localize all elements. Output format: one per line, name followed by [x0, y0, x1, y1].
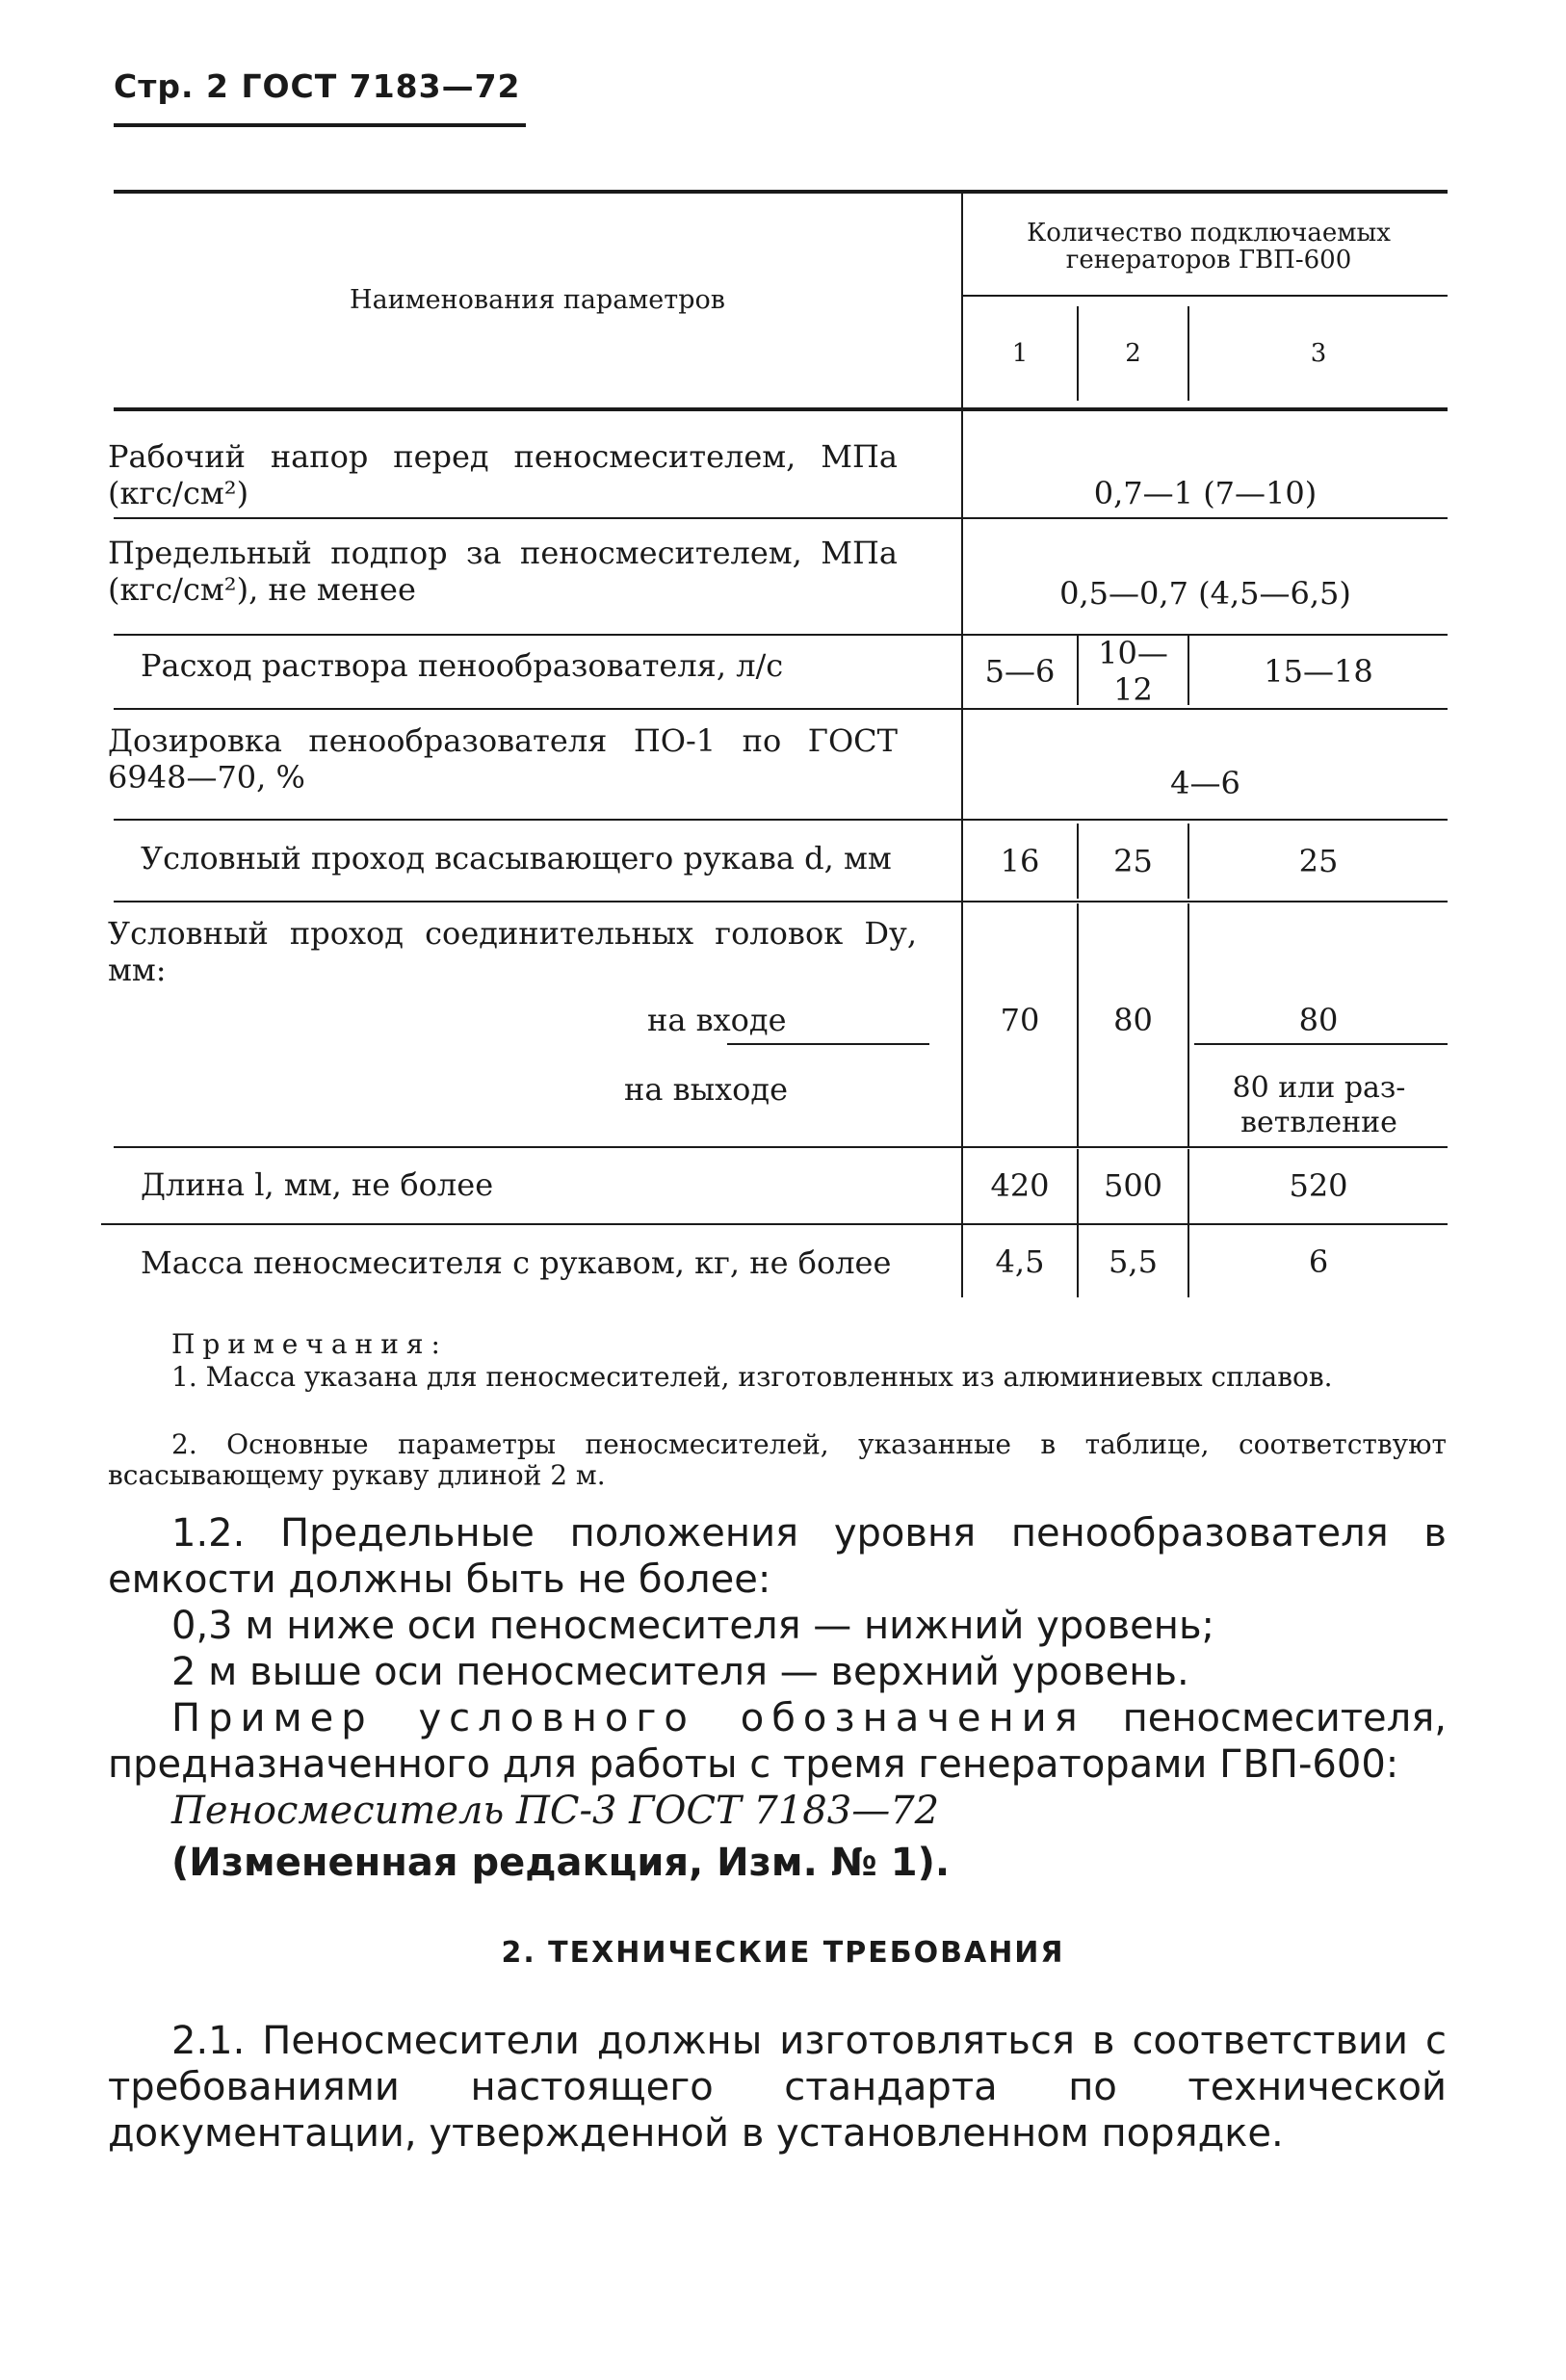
value-bore-1: 16 [1000, 843, 1040, 879]
value-length-2: 500 [1103, 1167, 1163, 1204]
value-outlet-3: 80 или раз-ветвление [1232, 1071, 1406, 1139]
value-limit-backpressure: 0,5—0,7 (4,5—6,5) [1059, 575, 1351, 612]
param-sub-inlet: на входе [647, 1002, 787, 1038]
clause-1-2-upper-level: 2 м выше оси пеносмесителя — верхний уровень. [171, 1650, 1189, 1694]
param-length: Длина l, мм, не более [141, 1166, 494, 1203]
clause-2-1: 2.1. Пеносмесители должны изготовляться в соответствии с требованиями настоящего стандарта по технической документации, утвержденной в установленном порядке. [108, 2019, 1447, 2156]
header-rule [114, 123, 526, 127]
row-rule [114, 517, 1448, 519]
amendment-note: (Измененная редакция, Изм. № 1). [171, 1841, 951, 1885]
col-header-1: 1 [1011, 339, 1029, 368]
row-rule [114, 1146, 1448, 1148]
param-mass: Масса пеносмесителя с рукавом, кг, не более [141, 1244, 892, 1281]
page-header: Стр. 2 ГОСТ 7183—72 [114, 67, 521, 105]
value-length-3: 520 [1289, 1167, 1348, 1204]
value-dosage: 4—6 [1170, 765, 1240, 801]
col-header-3: 3 [1310, 339, 1327, 368]
note-1: 1. Масса указана для пеносмесителей, изготовленных из алюминиевых сплавов. [171, 1361, 1333, 1393]
generators-group-header: Количество подключаемых генераторов ГВП-600 [1027, 219, 1391, 275]
notes-title: Примечания: [171, 1328, 448, 1360]
header-bottom-rule [114, 407, 1448, 411]
value-mass-2: 5,5 [1109, 1243, 1158, 1280]
sub-rule-left [727, 1043, 929, 1045]
note-2: 2. Основные параметры пеносмесителей, указанные в таблице, соответствуют всасывающему рукаву длиной 2 м. [108, 1428, 1447, 1491]
sub-rule-right [1194, 1043, 1448, 1045]
row-rule [114, 819, 1448, 821]
row-rule [101, 1223, 1448, 1225]
value-mass-1: 4,5 [995, 1243, 1045, 1280]
example-rest: пеносмесителя, предназначенного для работы с тремя генераторами ГВП-600: [108, 1696, 1447, 1787]
value-working-pressure: 0,7—1 (7—10) [1093, 475, 1318, 511]
value-bore-2: 25 [1113, 843, 1153, 879]
value-length-1: 420 [990, 1167, 1050, 1204]
clause-1-2-lower-level: 0,3 м ниже оси пеносмесителя — нижний уровень; [171, 1604, 1214, 1648]
param-coupling-heads: Условный проход соединительных головок Dу, мм: [108, 915, 917, 988]
clause-1-2: 1.2. Предельные положения уровня пенообразователя в емкости должны быть не более: [108, 1511, 1447, 1602]
example-paragraph [108, 1695, 1447, 1788]
col-header-2: 2 [1125, 339, 1141, 368]
param-suction-hose-bore: Условный проход всасывающего рукава d, мм [141, 840, 892, 876]
row-rule [114, 901, 1448, 902]
value-flow-3: 15—18 [1264, 653, 1373, 690]
value-flow-1: 5—6 [984, 653, 1056, 690]
example-designation: Пеносмеситель ПС-3 ГОСТ 7183—72 [171, 1789, 940, 1833]
value-mass-3: 6 [1308, 1243, 1329, 1280]
param-limit-backpressure: Предельный подпор за пеносмесителем, МПа (кгс/см²), не менее [108, 535, 898, 608]
param-dosage: Дозировка пенообразователя ПО-1 по ГОСТ 6948—70, % [108, 722, 898, 796]
example-lead: Пример условного обозначения [171, 1696, 1085, 1740]
section-title: 2. ТЕХНИЧЕСКИЕ ТРЕБОВАНИЯ [501, 1936, 1065, 1970]
value-inlet-1: 70 [1000, 1002, 1040, 1038]
param-working-pressure: Рабочий напор перед пеносмесителем, МПа (кгс/см²) [108, 438, 898, 511]
value-inlet-2: 80 [1113, 1002, 1153, 1038]
param-column-header: Наименования параметров [350, 284, 725, 315]
param-sub-outlet: на выходе [624, 1071, 789, 1108]
value-bore-3: 25 [1298, 843, 1339, 879]
value-inlet-3: 80 [1298, 1002, 1339, 1038]
param-solution-flow: Расход раствора пенообразователя, л/с [141, 647, 784, 684]
row-rule [114, 708, 1448, 710]
group-header-rule [963, 295, 1448, 297]
value-flow-2: 10—12 [1098, 635, 1168, 708]
